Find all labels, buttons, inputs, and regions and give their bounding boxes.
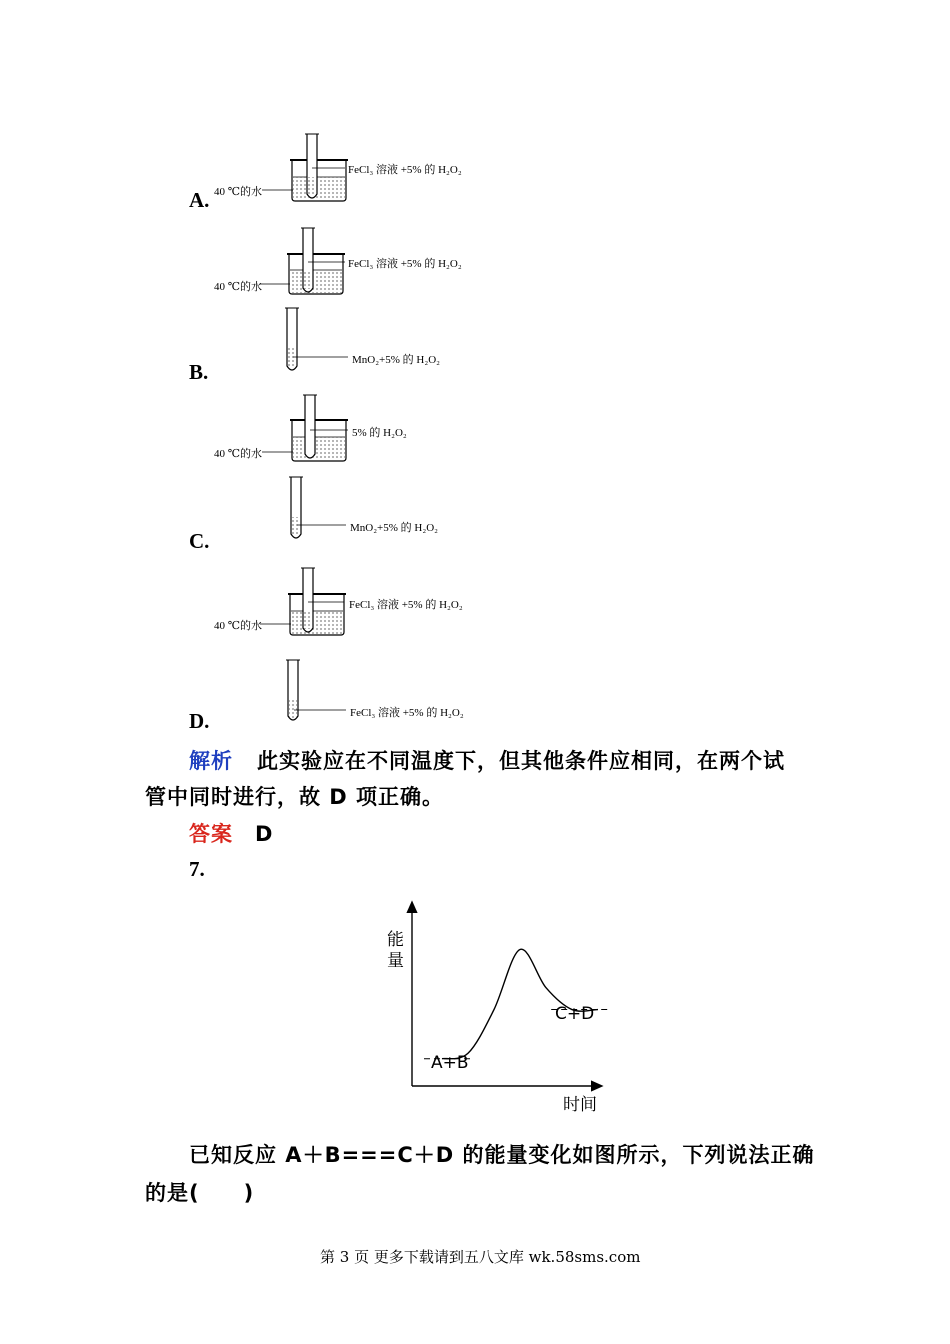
water-label-b: 40 ℃的水	[214, 281, 263, 293]
y-axis-label-1: 能	[387, 930, 404, 950]
option-letter-a: A.	[189, 188, 210, 212]
answer-tag: 答案	[189, 822, 233, 846]
page-footer: 第 3 页 更多下载请到五八文库 wk.58sms.com	[320, 1248, 641, 1266]
analysis-line-2: 管中同时进行，故 D 项正确。	[145, 785, 445, 809]
tube-label-c: MnO₂+5% 的 H₂O₂	[350, 522, 438, 534]
analysis-text-1: 此实验应在不同温度下，但其他条件应相同，在两个试	[257, 749, 785, 773]
y-axis-label-2: 量	[387, 951, 404, 971]
question-number: 7.	[189, 857, 205, 881]
water-label-c: 40 ℃的水	[214, 448, 263, 460]
beaker-label-a: FeCl₃ 溶液 +5% 的 H₂O₂	[348, 164, 462, 176]
tube-label-d: FeCl₃ 溶液 +5% 的 H₂O₂	[350, 707, 464, 719]
beaker-label-d: FeCl₃ 溶液 +5% 的 H₂O₂	[349, 599, 463, 611]
question-stem-line-2: 的是( )	[145, 1181, 255, 1205]
tube-label-b: MnO₂+5% 的 H₂O₂	[352, 354, 440, 366]
option-letter-b: B.	[189, 360, 209, 384]
water-label-d: 40 ℃的水	[214, 620, 263, 632]
beaker-label-c: 5% 的 H₂O₂	[352, 427, 407, 439]
analysis-tag: 解析	[189, 749, 233, 773]
beaker-label-b: FeCl₃ 溶液 +5% 的 H₂O₂	[348, 258, 462, 270]
x-axis-label: 时间	[563, 1095, 597, 1115]
option-letter-c: C.	[189, 529, 210, 553]
water-label-a: 40 ℃的水	[214, 186, 263, 198]
product-label: C+D	[555, 1004, 595, 1024]
option-letter-d: D.	[189, 709, 210, 733]
reactant-label: A+B	[431, 1053, 469, 1073]
answer-value: D	[255, 822, 274, 846]
question-stem-line-1: 已知反应 A＋B===C＋D 的能量变化如图所示，下列说法正确	[189, 1143, 815, 1167]
